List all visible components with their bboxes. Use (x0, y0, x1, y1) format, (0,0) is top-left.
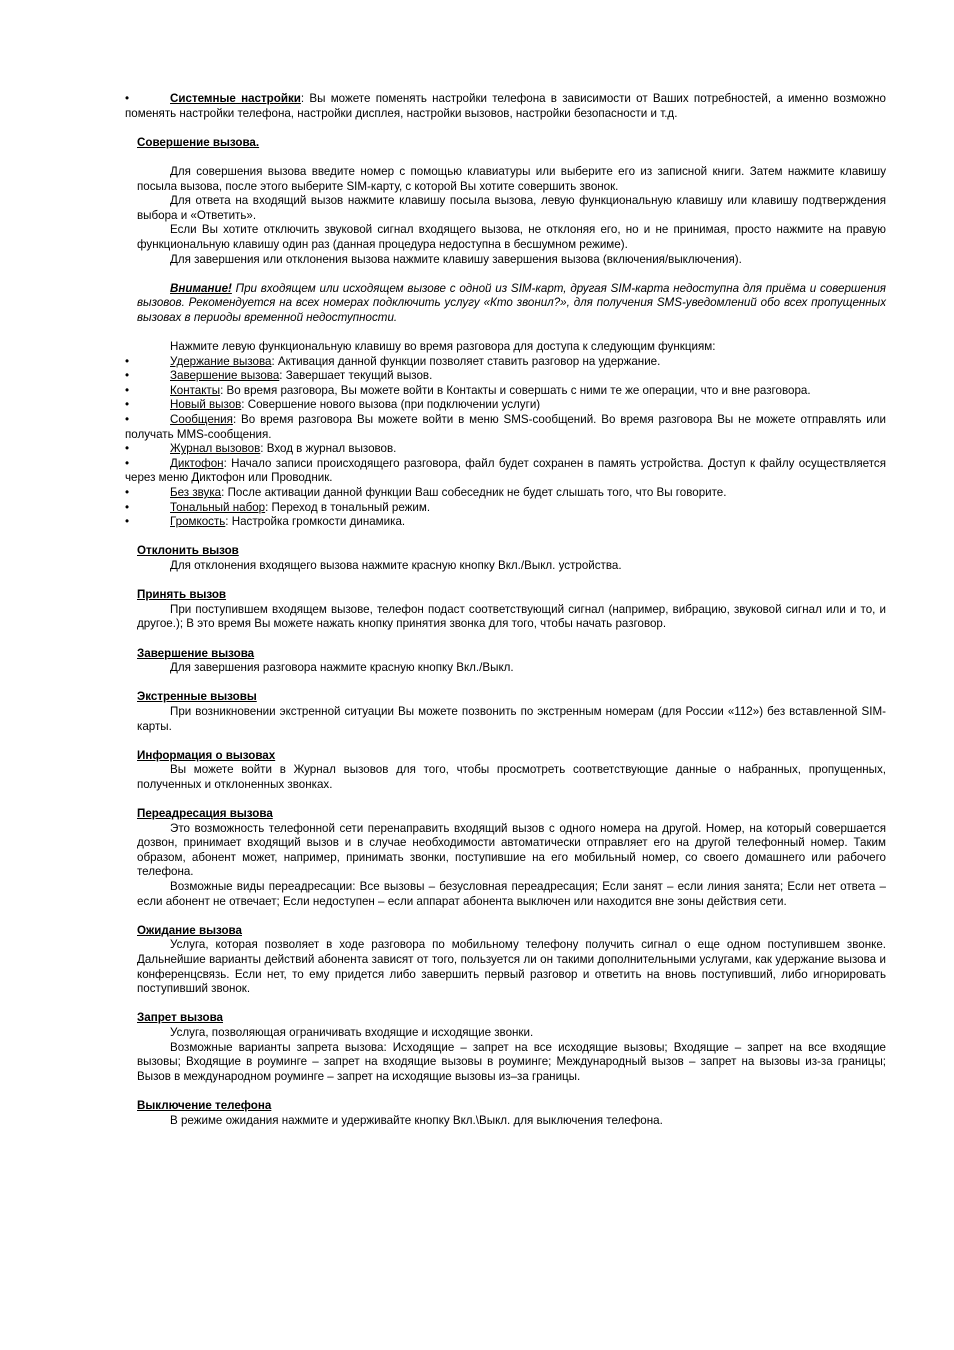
call-paragraph: Для ответа на входящий вызов нажмите клавишу посыла вызова, левую функциональную клавишу или клавишу подтверждения выбора и «Ответить». (137, 194, 886, 222)
call-paragraph: Если Вы хотите отключить звуковой сигнал входящего вызова, не отклоняя его, но и не принимая, просто нажмите на правую функциональную клавишу один раз (данная процедура недоступна в бесшумном режиме). (137, 223, 886, 251)
function-text: : Настройка громкости динамика. (225, 515, 406, 529)
bullet-marker: • (125, 456, 130, 470)
function-term: Без звука (170, 486, 222, 500)
function-text: : Вход в журнал вызовов. (260, 442, 397, 456)
call-paragraph: Для завершения или отклонения вызова нажмите клавишу завершения вызова (включения/выключения). (170, 252, 742, 266)
function-text: : После активации данной функции Ваш собеседник не будет слышать того, что Вы говорите. (221, 486, 727, 500)
system-settings-text: : Вы можете поменять настройки телефона в зависимости от Ваших потребностей, а именно возможно поменять настройки телефона, настройки дисплея, настройки вызовов, настройки безопасности и т.д. (125, 92, 886, 120)
bullet-marker: • (125, 398, 130, 412)
bullet-marker: • (125, 413, 130, 427)
bullet-marker: • (125, 383, 130, 397)
functions-list (125, 354, 886, 530)
power-off-heading: Выключение телефона (137, 1098, 272, 1112)
list-item (125, 413, 886, 442)
warning-label: Внимание! (170, 281, 232, 295)
section-paragraph: Это возможность телефонной сети перенаправить входящий вызов с одного номера на другой. Номер, на который совершается дозвон, принимает входящий вызов и в случае необходимости автоматически отправляет его на другой телефонный номер. Таким образом, абонент может, например, принимать звонки, поступившие на его мобильный номер, со своего домашнего или рабочего телефона. (137, 821, 886, 879)
bullet-marker: • (125, 92, 130, 105)
document-content (125, 92, 886, 1128)
function-text: : Во время разговора, Вы можете войти в Контакты и совершать с ними те же операции, что и вне разговора. (220, 383, 811, 397)
list-item (125, 501, 886, 516)
function-text: : Активация данной функции позволяет ставить разговор на удержание. (271, 354, 661, 368)
function-text: : Совершение нового вызова (при подключении услуги) (241, 398, 541, 412)
system-settings-paragraph (125, 92, 886, 121)
section-paragraph: Услуга, позволяющая ограничивать входящие и исходящие звонки. (170, 1026, 534, 1039)
function-term: Завершение вызова (170, 369, 280, 383)
function-text: : Завершает текущий вызов. (279, 369, 433, 383)
section-paragraph: В режиме ожидания нажмите и удерживайте кнопку Вкл.\Выкл. для выключения телефона. (170, 1113, 663, 1127)
call-heading: Совершение вызова. (137, 135, 260, 149)
list-item (125, 442, 886, 457)
bullet-marker: • (125, 515, 130, 529)
list-item (125, 369, 886, 384)
list-item (125, 515, 886, 530)
bullet-marker: • (125, 354, 130, 368)
section-paragraph: При поступившем входящем вызове, телефон подаст соответствующий сигнал (например, вибрацию, звуковой сигнал или и то, и другое.); В это время Вы можете нажать кнопку принятия звонка для того, чтобы начать разговор. (137, 602, 886, 631)
call-paragraph: Для совершения вызова введите номер с помощью клавиатуры или выберите его из записной книги. Затем нажмите клавишу посыла вызова, после этого выберите SIM-карту, с которой Вы хотите совершить звонок. (137, 164, 886, 193)
list-item (125, 355, 886, 370)
list-item (125, 398, 886, 413)
list-item (125, 457, 886, 486)
function-text: : Начало записи происходящего разговора, файл будет сохранен в память устройства. Доступ к файлу осуществляется через меню Диктофон или Проводник. (125, 456, 886, 485)
accept-call-heading: Принять вызов (137, 588, 227, 602)
bullet-marker: • (125, 442, 130, 456)
call-info-heading: Информация о вызовах (137, 748, 276, 762)
section-paragraph: Вы можете войти в Журнал вызовов для того, чтобы просмотреть соответствующие данные о набранных, пропущенных, полученных и отклоненных звонках. (137, 763, 886, 791)
function-term: Журнал вызовов (170, 442, 261, 456)
section-paragraph: Услуга, которая позволяет в ходе разговора по мобильному телефону получить сигнал о еще одном поступившем звонке. Дальнейшие варианты действий абонента зависят от того, пользуется ли он такими дополнительными услугами, как удержание вызова и конференцсвязь. Если нет, то ему придется либо завершить первый разговор и ответить на вновь поступивший, либо игнорировать поступивший звонок. (137, 938, 886, 996)
section-paragraph: При возникновении экстренной ситуации Вы можете позвонить по экстренным номерам (для России «112») без вставленной SIM-карты. (137, 704, 886, 733)
list-item (125, 384, 886, 399)
bullet-marker: • (125, 500, 130, 514)
section-paragraph: Для отклонения входящего вызова нажмите красную кнопку Вкл./Выкл. устройства. (170, 559, 622, 572)
function-term: Новый вызов (170, 398, 242, 412)
functions-intro: Нажмите левую функциональную клавишу во время разговора для доступа к следующим функциям: (170, 340, 716, 354)
function-term: Тональный набор (170, 500, 266, 514)
list-item (125, 486, 886, 501)
emergency-calls-heading: Экстренные вызовы (137, 690, 257, 704)
section-paragraph: Возможные варианты запрета вызова: Исходящие – запрет на все исходящие вызовы; Входящие – запрет на все входящие вызовы; Входящие в роуминге – запрет на входящие вызовы в роуминге; Международный вызов – запрет на вызовы из-за границы; Вызов в международном роуминге – запрет на исходящие вызовы из–за границы. (137, 1040, 886, 1083)
function-term: Контакты (170, 383, 221, 397)
reject-call-heading: Отклонить вызов (137, 544, 239, 558)
end-call-heading: Завершение вызова (137, 646, 255, 660)
call-barring-heading: Запрет вызова (137, 1011, 223, 1025)
function-term: Диктофон (170, 456, 224, 470)
warning-text: При входящем или исходящем вызове с одной из SIM-карт, другая SIM-карта недоступна для приёма и совершения вызовов. Рекомендуется на всех номерах подключить услугу «Кто звонил?», для получения SMS-уведомлений обо всех пропущенных вызовах в периоды временной недоступности. (137, 281, 886, 324)
bullet-marker: • (125, 369, 130, 383)
section-paragraph: Возможные виды переадресации: Все вызовы – безусловная переадресация; Если занят – если линия занята; Если нет ответа – если абонент не отвечает; Если недоступен – если аппарат абонента выключен или находится вне зоны действия сети. (137, 880, 886, 908)
call-waiting-heading: Ожидание вызова (137, 923, 242, 937)
bullet-marker: • (125, 486, 130, 500)
function-term: Громкость (170, 515, 226, 529)
function-term: Удержание вызова (170, 354, 272, 368)
section-paragraph: Для завершения разговора нажмите красную кнопку Вкл./Выкл. (170, 661, 514, 675)
call-forwarding-heading: Переадресация вызова (137, 807, 273, 821)
warning-paragraph (137, 282, 886, 326)
function-term: Сообщения (170, 413, 233, 427)
function-text: : Во время разговора Вы можете войти в меню SMS-сообщений. Во время разговора Вы не можете отправлять или получать MMS-сообщения. (125, 413, 886, 441)
system-settings-term: Системные настройки (170, 92, 301, 105)
function-text: : Переход в тональный режим. (265, 500, 431, 514)
